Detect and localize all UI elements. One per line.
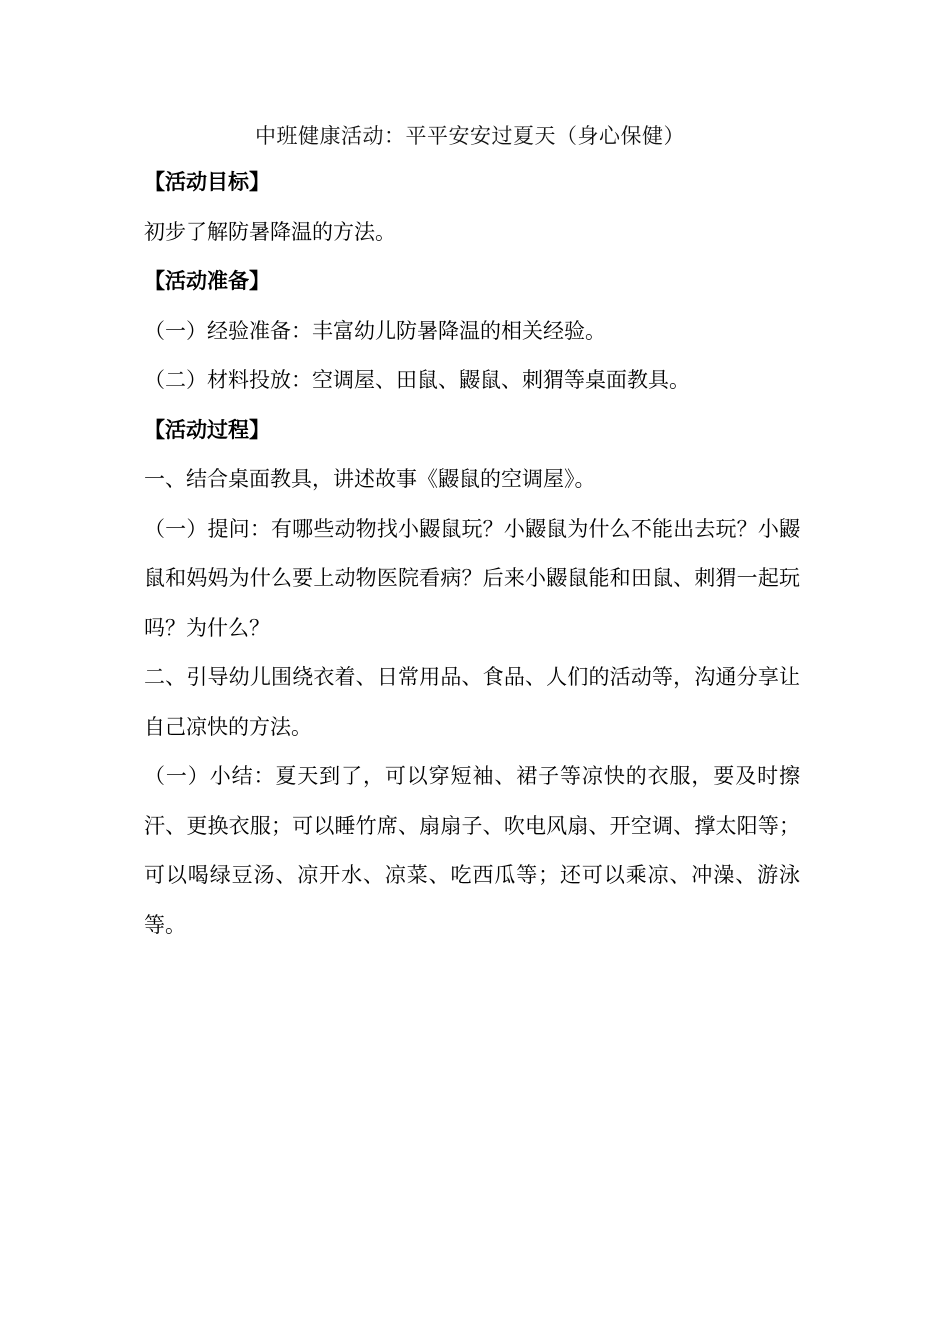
step-1-questions: （一）提问：有哪些动物找小鼹鼠玩？小鼹鼠为什么不能出去玩？小鼹鼠和妈妈为什么要上动物医院看病？后来小鼹鼠能和田鼠、刺猬一起玩吗？为什么？ [144,516,800,640]
step-2: 二、引导幼儿围绕衣着、日常用品、食品、人们的活动等，沟通分享让自己凉快的方法。 [144,665,800,739]
document-title: 中班健康活动：平平安安过夏天（身心保健） [255,124,685,148]
process-heading: 【活动过程】 [144,417,270,442]
prep-heading: 【活动准备】 [144,269,270,293]
goal-text: 初步了解防暑降温的方法。 [144,219,396,244]
prep-item-2: （二）材料投放：空调屋、田鼠、鼹鼠、刺猬等桌面教具。 [144,368,690,392]
goal-heading: 【活动目标】 [144,170,270,194]
prep-item-1: （一）经验准备：丰富幼儿防暑降温的相关经验。 [144,318,606,343]
step-2-summary: （一）小结：夏天到了，可以穿短袖、裙子等凉快的衣服，要及时擦汗、更换衣服；可以睡竹席、扇扇子、吹电风扇、开空调、撑太阳等；可以喝绿豆汤、凉开水、凉菜、吃西瓜等；还可以乘凉、冲澡、游泳等。 [144,764,800,937]
step-1: 一、结合桌面教具，讲述故事《鼹鼠的空调屋》。 [144,467,596,491]
document-body [144,158,800,950]
